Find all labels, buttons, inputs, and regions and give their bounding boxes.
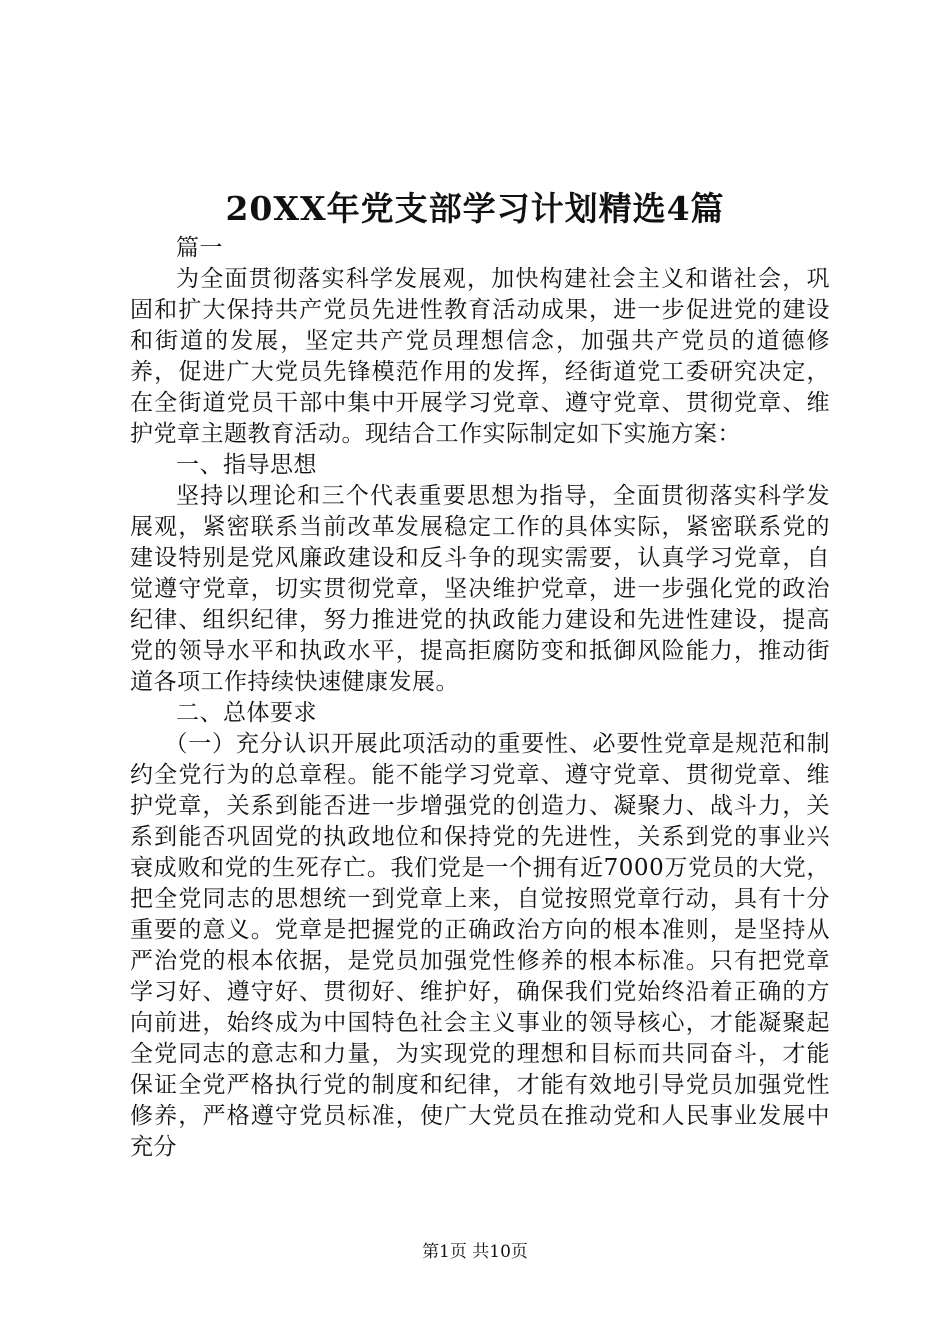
general-requirements-paragraph: （一）充分认识开展此项活动的重要性、必要性党章是规范和制约全党行为的总章程。能不能学习党章、遵守党章、贯彻党章、维护党章，关系到能否进一步增强党的创造力、凝聚力、战斗力，关系到能否巩固党的执政地位和保持党的先进性，关系到党的事业兴衰成败和党的生死存亡。我们党是一个拥有近7000万党员的大党，把全党同志的思想统一到党章上来，自觉按照党章行动，具有十分重要的意义。党章是把握党的正确政治方向的根本准则，是坚持从严治党的根本依据，是党员加强党性修养的根本标准。只有把党章学习好、遵守好、贯彻好、维护好，确保我们党始终沿着正确的方向前进，始终成为中国特色社会主义事业的领导核心，才能凝聚起全党同志的意志和力量，为实现党的理想和目标而共同奋斗，才能保证全党严格执行党的制度和纪律，才能有效地引导党员加强党性修养，严格遵守党员标准，使广大党员在推动党和人民事业发展中充分	[130, 731, 830, 1160]
document-title: 20XX年党支部学习计划精选4篇	[225, 189, 725, 228]
page-number-footer: 第1页 共10页	[422, 1242, 528, 1262]
heading-general-requirements: 二、总体要求	[176, 700, 317, 726]
intro-paragraph: 为全面贯彻落实科学发展观，加快构建社会主义和谐社会，巩固和扩大保持共产党员先进性教育活动成果，进一步促进党的建设和街道的发展，坚定共产党员理想信念，加强共产党员的道德修养，促进广大党员先锋模范作用的发挥，经街道党工委研究决定，在全街道党员干部中集中开展学习党章、遵守党章、贯彻党章、维护党章主题教育活动。现结合工作实际制定如下实施方案：	[130, 266, 830, 447]
heading-guiding-thought: 一、指导思想	[176, 452, 317, 478]
document-body	[130, 233, 830, 1163]
guiding-thought-paragraph: 坚持以理论和三个代表重要思想为指导，全面贯彻落实科学发展观，紧密联系当前改革发展稳定工作的具体实际，紧密联系党的建设特别是党风廉政建设和反斗争的现实需要，认真学习党章，自觉遵守党章，切实贯彻党章，坚决维护党章，进一步强化党的政治纪律、组织纪律，努力推进党的执政能力建设和先进性建设，提高党的领导水平和执政水平，提高拒腐防变和抵御风险能力，推动街道各项工作持续快速健康发展。	[130, 483, 830, 695]
section-label: 篇一	[176, 235, 223, 261]
